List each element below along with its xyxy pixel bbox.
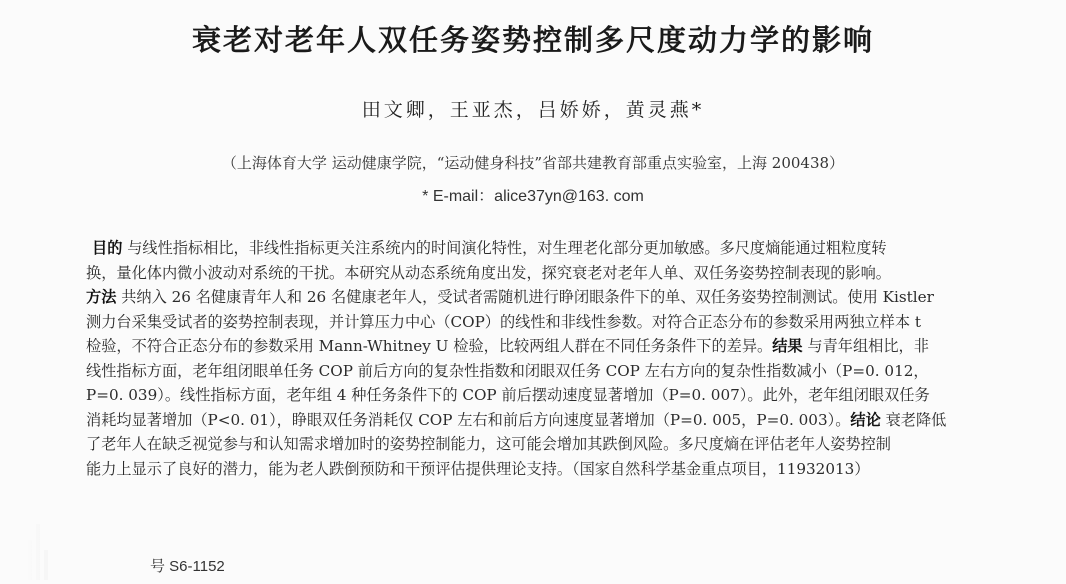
abstract — [86, 236, 1021, 481]
abstract-line: 换，量化体内微小波动对系统的干扰。本研究从动态系统角度出发，探究衰老对老年人单、双任务姿势控制表现的影响。 — [86, 263, 891, 282]
abstract-line — [86, 408, 1021, 433]
page-fade — [0, 490, 120, 584]
abstract-line — [86, 285, 1021, 310]
abstract-line: 能力上显示了良好的潜力，能为老人跌倒预防和干预评估提供理论支持。（国家自然科学基金重点项目，11932013） — [86, 459, 870, 478]
keyword-conclusion: 结论 — [850, 410, 881, 429]
abstract-text: 与青年组相比，非 — [802, 337, 929, 355]
keyword-objective: 目的 — [92, 239, 123, 257]
abstract-line: 测力台采集受试者的姿势控制表现，并计算压力中心（COP）的线性和非线性参数。对符合正态分布的参数采用两独立样本 t — [86, 312, 921, 331]
author-list: 田文卿，王亚杰，吕娇娇，黄灵燕* — [361, 99, 705, 121]
abstract-text: 检验，不符合正态分布的参数采用 Mann-Whitney U 检验，比较两组人群在不同任务条件下的差异。 — [86, 337, 773, 355]
abstract-text: 与线性指标相比，非线性指标更关注系统内的时间演化特性，对生理老化部分更加敏感。多尺度熵能通过粗粒度转 — [122, 239, 887, 257]
contact-email: * E-mail：alice37yn@163. com — [422, 188, 644, 205]
abstract-line: P=0. 039）。线性指标方面，老年组 4 种任务条件下的 COP 前后摆动速度显著增加（P=0. 007）。此外，老年组闭眼双任务 — [86, 386, 930, 404]
abstract-text: 衰老降低 — [880, 410, 947, 429]
abstract-line — [86, 334, 1021, 359]
abstract-line — [86, 236, 1021, 261]
abstract-line: 线性指标方面，老年组闭眼单任务 COP 前后方向的复杂性指数和闭眼双任务 COP 左右方向的复杂性指数减小（P=0. 012， — [86, 361, 929, 380]
abstract-text: 共纳入 26 名健康青年人和 26 名健康老年人，受试者需随机进行睁闭眼条件下的单、双任务姿势控制测试。使用 Kistler — [116, 288, 934, 306]
abstract-line: 了老年人在缺乏视觉参与和认知需求增加时的姿势控制能力，这可能会增加其跌倒风险。多尺度熵在评估老年人姿势控制 — [86, 435, 891, 453]
abstract-text: 消耗均显著增加（P<0. 01），睁眼双任务消耗仅 COP 左右和前后方向速度显著增加（P=0. 005，P=0. 003）。 — [86, 410, 851, 429]
keyword-results: 结果 — [772, 337, 803, 355]
paper-title: 衰老对老年人双任务姿势控制多尺度动力学的影响 — [191, 23, 874, 57]
footer-number: 号 S6-1152 — [150, 558, 225, 575]
keyword-methods: 方法 — [86, 288, 117, 306]
affiliation: （上海体育大学 运动健康学院，“运动健身科技”省部共建教育部重点实验室，上海 200438） — [221, 154, 845, 172]
